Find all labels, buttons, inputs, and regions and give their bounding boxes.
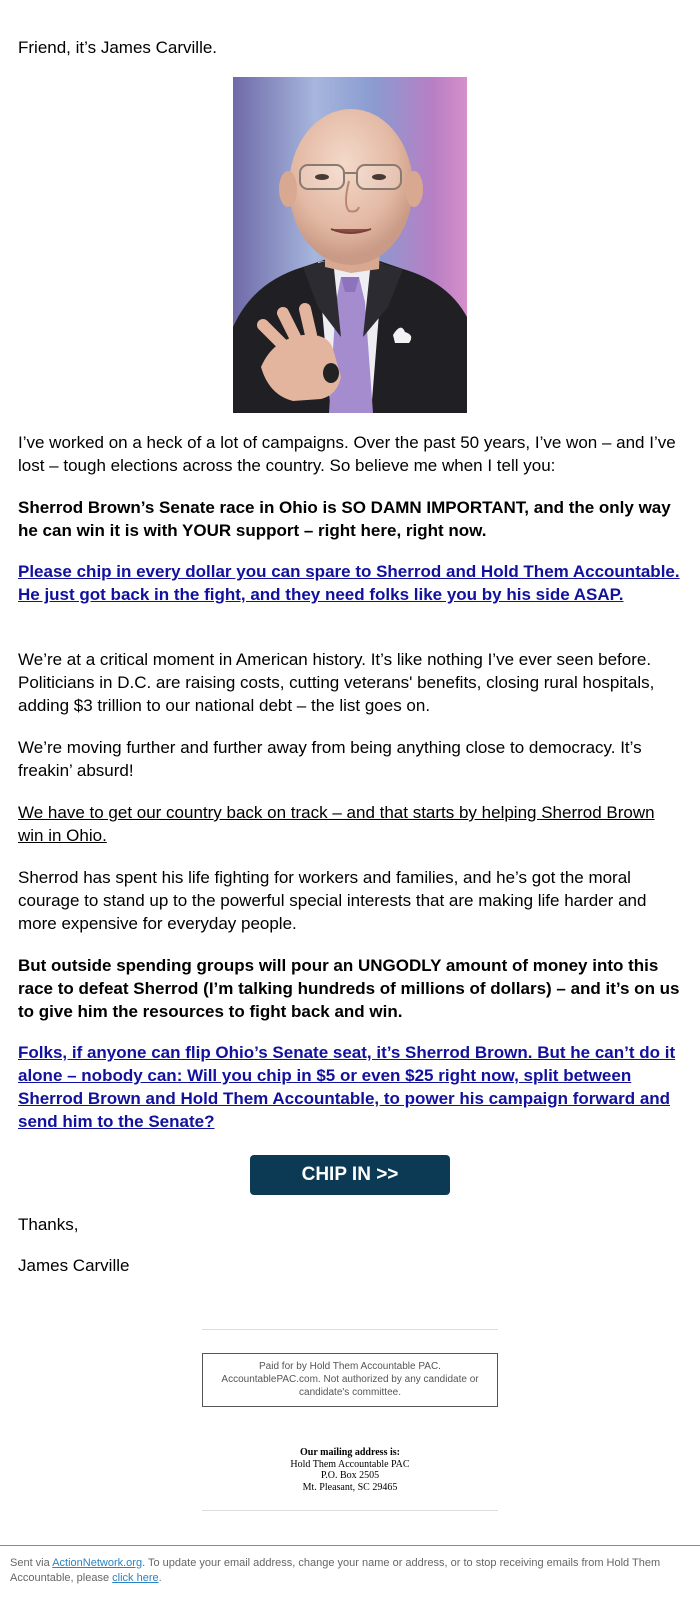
divider-bottom bbox=[202, 1510, 498, 1511]
footer-update-text: . To update your email address, change your name or address, or to stop receiving emails from Hold Them Accountable, please bbox=[10, 1557, 661, 1584]
unsubscribe-link[interactable]: click here bbox=[112, 1572, 159, 1584]
thanks-text: Thanks, bbox=[18, 1215, 79, 1234]
james-carville-photo bbox=[233, 77, 467, 413]
critical-moment-paragraph: We’re at a critical moment in American history. It’s like nothing I’ve ever seen before. Politicians in D.C. are raising costs, cutting veterans' benefits, closing rural hospitals, adding $3 trillion to our national debt – the list goes on. bbox=[18, 650, 655, 715]
split-donation-link[interactable]: Folks, if anyone can flip Ohio’s Senate seat, it’s Sherrod Brown. But he can’t do it alone – nobody can: Will you chip in $5 or even $25 right now, split between Sherrod Brown and Hold Them Accountable, to power his campaign forward and send him to the Senate? bbox=[18, 1043, 676, 1131]
divider-top bbox=[202, 1329, 498, 1330]
footer-divider bbox=[0, 1545, 700, 1546]
footer-end: . bbox=[158, 1572, 162, 1584]
mailing-city: Mt. Pleasant, SC 29465 bbox=[302, 1481, 398, 1493]
greeting: Friend, it’s James Carville. bbox=[18, 38, 218, 57]
footer-sent-via: Sent via bbox=[10, 1557, 53, 1569]
disclaimer-line-2: AccountablePAC.com. Not authorized by any candidate or candidate's committee. bbox=[221, 1374, 479, 1398]
back-on-track-paragraph: We have to get our country back on track – and that starts by helping Sherrod Brown win in Ohio. bbox=[18, 803, 655, 845]
sherrod-record-paragraph: Sherrod has spent his life fighting for workers and families, and he’s got the moral courage to stand up to the powerful special interests that are making life harder and more expensive for everyday people. bbox=[18, 868, 647, 933]
signature: James Carville bbox=[18, 1256, 130, 1275]
mailing-heading: Our mailing address is: bbox=[300, 1447, 400, 1458]
race-importance-paragraph: Sherrod Brown’s Senate race in Ohio is SO DAMN IMPORTANT, and the only way he can win it is with YOUR support – right here, right now. bbox=[18, 498, 671, 540]
disclaimer-line-1: Paid for by Hold Them Accountable PAC. bbox=[259, 1361, 441, 1372]
flip-seat-paragraph bbox=[18, 1041, 682, 1133]
outside-spending-paragraph: But outside spending groups will pour an UNGODLY amount of money into this race to defeat Sherrod (I’m talking hundreds of millions of dollars) – and it’s on us to give him the resources to fight back and win. bbox=[18, 956, 680, 1021]
paid-for-disclaimer bbox=[202, 1353, 498, 1407]
donate-link-paragraph bbox=[18, 560, 682, 606]
democracy-paragraph: We’re moving further and further away from being anything close to democracy. It’s freakin’ absurd! bbox=[18, 738, 642, 780]
mailing-org: Hold Them Accountable PAC bbox=[290, 1458, 410, 1470]
mailing-address bbox=[202, 1447, 498, 1493]
chip-in-link[interactable]: Please chip in every dollar you can spare to Sherrod and Hold Them Accountable. He just got back in the fight, and they need folks like you by his side ASAP. bbox=[18, 562, 680, 604]
intro-paragraph: I’ve worked on a heck of a lot of campaigns. Over the past 50 years, I’ve won – and I’ve lost – tough elections across the country. So believe me when I tell you: bbox=[18, 433, 676, 475]
chip-in-button[interactable]: CHIP IN >> bbox=[250, 1155, 450, 1195]
email-footer bbox=[10, 1556, 670, 1586]
actionnetwork-link[interactable]: ActionNetwork.org bbox=[52, 1557, 143, 1569]
mailing-box: P.O. Box 2505 bbox=[320, 1470, 380, 1481]
